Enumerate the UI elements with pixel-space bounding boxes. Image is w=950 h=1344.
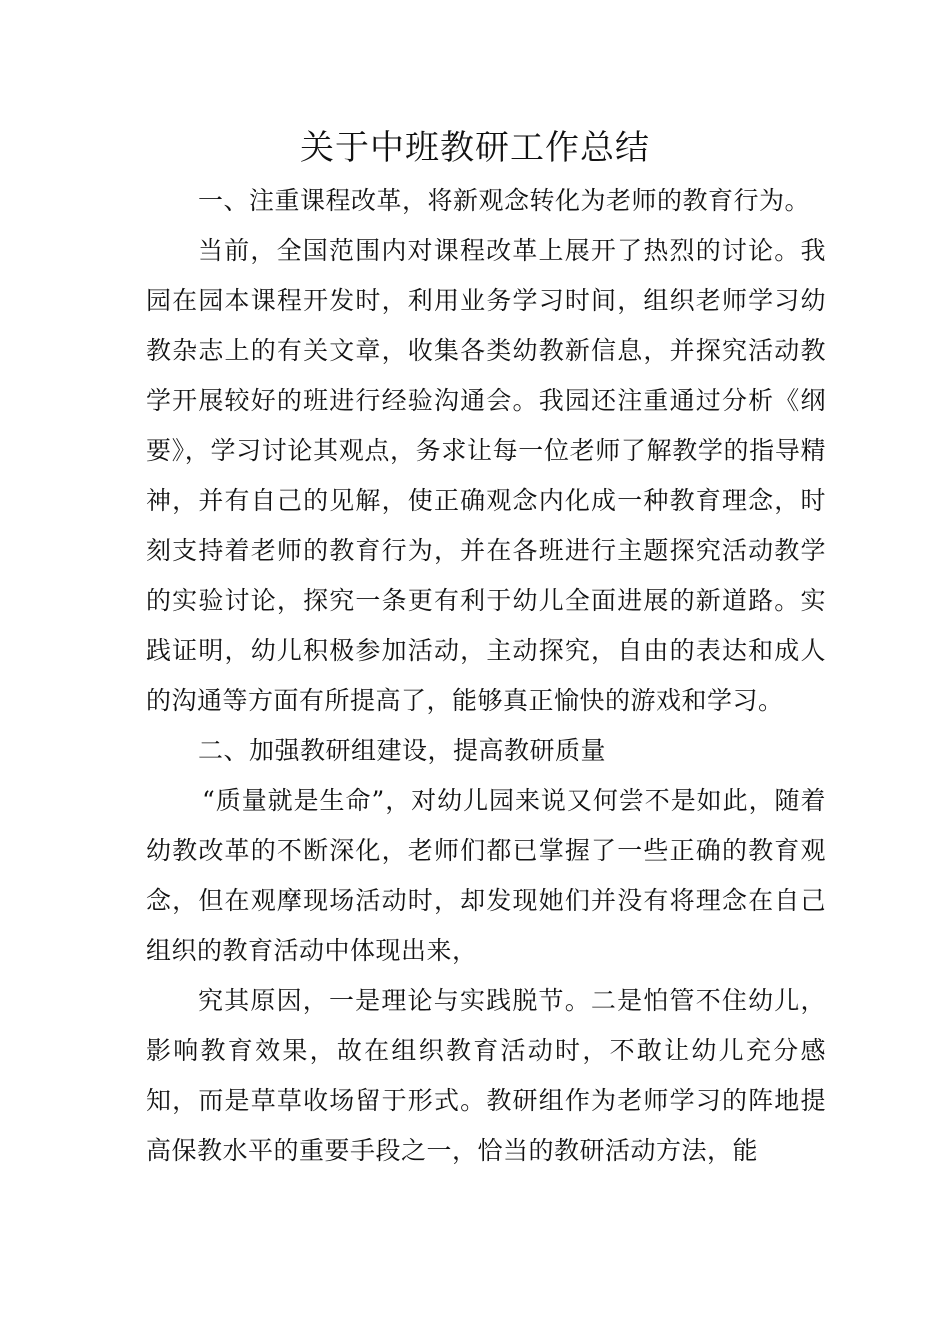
document-body [146,176,826,1176]
document-title: 关于中班教研工作总结 [300,128,650,168]
paragraph-reasons: 究其原因，一是理论与实践脱节。二是怕管不住幼儿，影响教育效果，故在组织教育活动时，不敢让幼儿充分感知，而是草草收场留于形式。教研组作为老师学习的阵地提高保教水平的重要手段之一，恰当的教研活动方法，能 [146,986,826,1165]
section-heading-2: 二、加强教研组建设，提高教研质量 [198,736,607,765]
section-heading-1: 一、注重课程改革，将新观念转化为老师的教育行为。 [198,186,811,215]
paragraph-quality: “质量就是生命”，对幼儿园来说又何尝不是如此，随着幼教改革的不断深化，老师们都已掌握了一些正确的教育观念，但在观摩现场活动时，却发现她们并没有将理念在自己组织的教育活动中体现出来， [146,786,826,965]
paragraph-curriculum-reform: 当前，全国范围内对课程改革上展开了热烈的讨论。我园在园本课程开发时，利用业务学习时间，组织老师学习幼教杂志上的有关文章，收集各类幼教新信息，并探究活动教学开展较好的班进行经验沟通会。我园还注重通过分析《纲要》，学习讨论其观点，务求让每一位老师了解教学的指导精神，并有自己的见解，使正确观念内化成一种教育理念，时刻支持着老师的教育行为，并在各班进行主题探究活动教学的实验讨论，探究一条更有利于幼儿全面进展的新道路。实践证明，幼儿积极参加活动，主动探究，自由的表达和成人的沟通等方面有所提高了，能够真正愉快的游戏和学习。 [146,236,826,715]
